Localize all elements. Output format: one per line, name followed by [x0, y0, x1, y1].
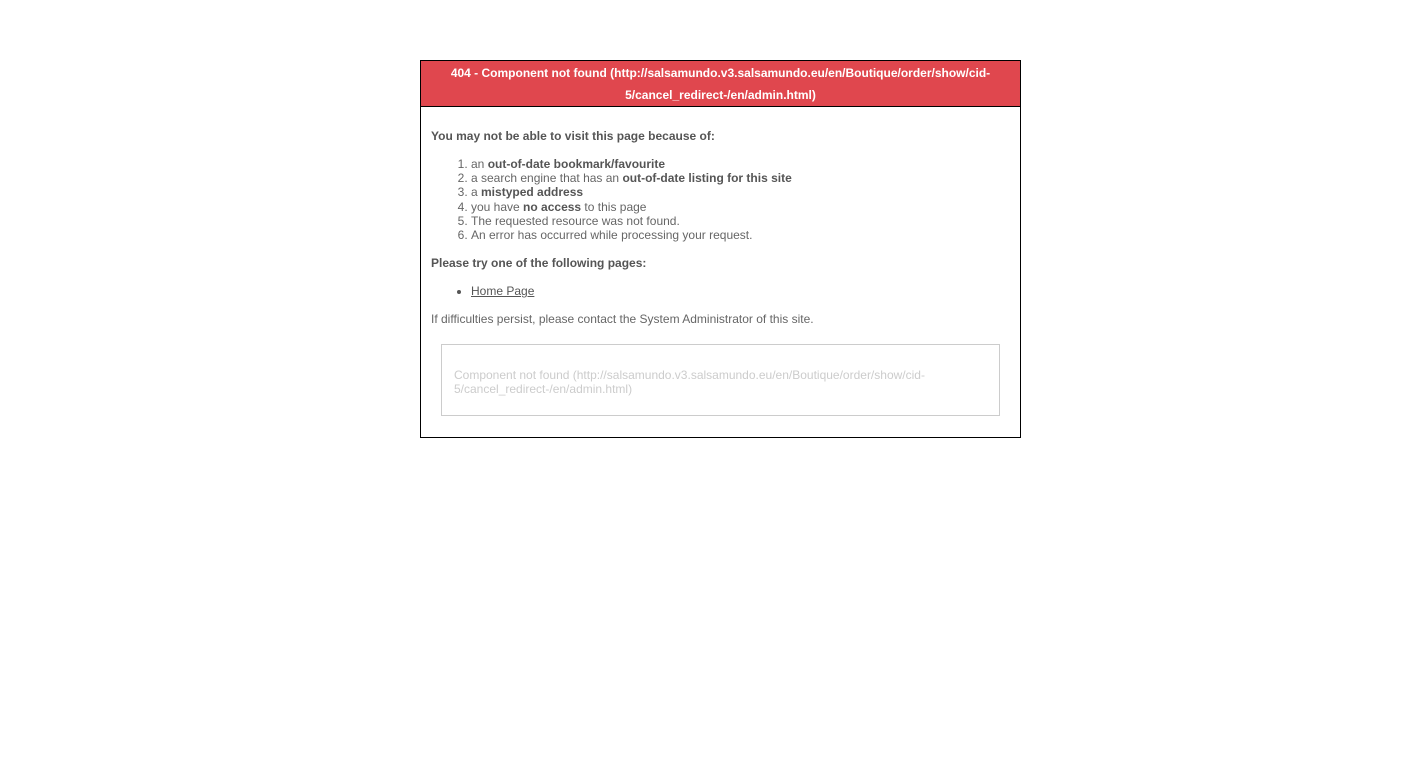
reason-item: 3. a mistyped address	[471, 185, 1010, 199]
detail-box	[441, 344, 1000, 416]
reason-item: 1. an out-of-date bookmark/favourite	[471, 157, 1010, 171]
error-body	[421, 107, 1020, 437]
intro-text: You may not be able to visit this page because of:	[431, 129, 715, 143]
footer-note: If difficulties persist, please contact the System Administrator of this site.	[431, 312, 814, 327]
reason-item: 5. The requested resource was not found.	[471, 214, 1010, 228]
error-header: 404 - Component not found (http://salsamundo.v3.salsamundo.eu/en/Boutique/order/show/cid-5/cancel_redirect-/en/admin.html)	[421, 61, 1020, 107]
reason-item: 4. you have no access to this page	[471, 200, 1010, 214]
home-page-link[interactable]: Home Page	[471, 284, 535, 299]
links-list	[431, 284, 1010, 298]
list-item	[471, 284, 1010, 298]
suggestion-heading: Please try one of the following pages:	[431, 256, 647, 271]
error-container	[420, 60, 1021, 438]
reason-item: 2. a search engine that has an out-of-date listing for this site	[471, 171, 1010, 185]
reasons-list	[431, 157, 1010, 242]
reason-item: 6. An error has occurred while processing your request.	[471, 228, 1010, 242]
detail-text: Component not found (http://salsamundo.v3.salsamundo.eu/en/Boutique/order/show/cid-5/cancel_redirect-/en/admin.html)	[454, 368, 925, 397]
